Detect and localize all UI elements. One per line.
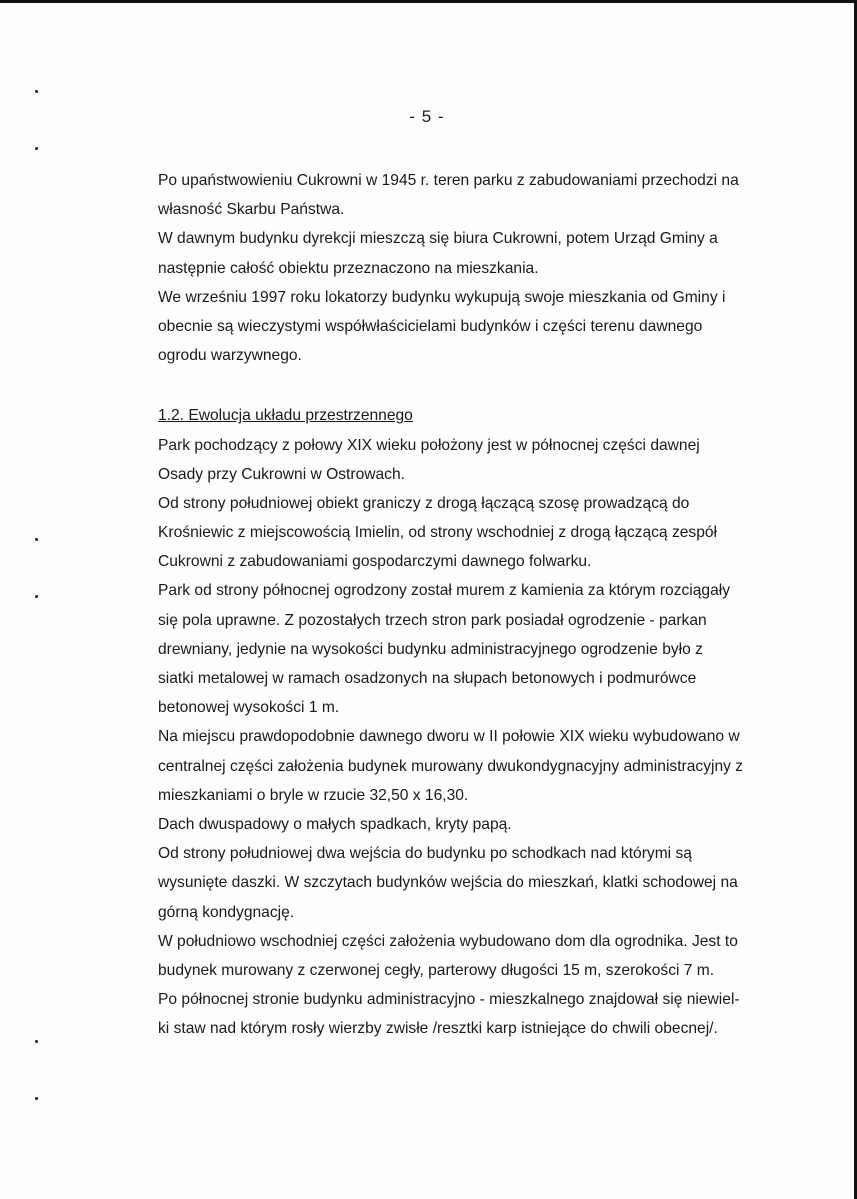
document-body: [158, 166, 818, 1043]
page-number: - 5 -: [409, 107, 445, 126]
paragraph-line: centralnej części założenia budynek murowany dwukondygnacyjny administracyjny z: [158, 757, 744, 775]
paragraph-line: własność Skarbu Państwa.: [158, 201, 345, 219]
paragraph-line: betonowej wysokości 1 m.: [158, 699, 340, 717]
paragraph-line: Park pochodzący z połowy XIX wieku położony jest w północnej części dawnej: [158, 436, 700, 454]
paragraph-line: Cukrowni z zabudowaniami gospodarczymi dawnego folwarku.: [158, 553, 592, 571]
paragraph-line: Od strony południowej dwa wejścia do budynku po schodkach nad którymi są: [158, 845, 692, 863]
paragraph-line: W dawnym budynku dyrekcji mieszczą się biura Cukrowni, potem Urząd Gminy a: [158, 230, 718, 248]
section-paragraphs: [158, 431, 818, 1044]
scan-dot: [35, 90, 38, 93]
paragraph-line: ki staw nad którym rosły wierzby zwisłe /resztki karp istniejące do chwili obecnej/.: [158, 1020, 718, 1038]
paragraph-line: obecnie są wieczystymi współwłaścicielami budynków i części terenu dawnego: [158, 317, 703, 335]
paragraph-line: drewniany, jedynie na wysokości budynku administracyjnego ogrodzenie było z: [158, 640, 703, 658]
paragraph-line: We wrześniu 1997 roku lokatorzy budynku wykupują swoje mieszkania od Gminy i: [158, 288, 726, 306]
section-heading: 1.2. Ewolucja układu przestrzennego: [158, 407, 413, 425]
paragraph-line: górną kondygnację.: [158, 903, 295, 921]
paragraph-line: siatki metalowej w ramach osadzonych na słupach betonowych i podmurówce: [158, 670, 697, 687]
paragraph-line: Osady przy Cukrowni w Ostrowach.: [158, 465, 405, 483]
scan-dot: [35, 538, 38, 541]
section-gap: [158, 370, 818, 401]
paragraph-line: Od strony południowej obiekt graniczy z drogą łączącą szosę prowadzącą do: [158, 494, 690, 512]
paragraph-line: Po upaństwowieniu Cukrowni w 1945 r. teren parku z zabudowaniami przechodzi na: [158, 172, 739, 189]
paragraph-line: się pola uprawne. Z pozostałych trzech stron park posiadał ogrodzenie - parkan: [158, 611, 707, 629]
paragraph-line: ogrodu warzywnego.: [158, 347, 302, 365]
scan-dot: [35, 595, 38, 598]
paragraph-line: Park od strony północnej ogrodzony został murem z kamienia za którym rozciągały: [158, 582, 731, 600]
paragraph-line: Po północnej stronie budynku administracyjno - mieszkalnego znajdował się niewiel-: [158, 991, 740, 1009]
scan-dot: [35, 1040, 38, 1043]
paragraph-line: wysunięte daszki. W szczytach budynków wejścia do mieszkań, klatki schodowej na: [158, 874, 738, 892]
intro-paragraphs: [158, 166, 818, 370]
paragraph-line: W południowo wschodniej części założenia wybudowano dom dla ogrodnika. Jest to: [158, 932, 738, 950]
scan-dot: [35, 147, 38, 150]
paragraph-line: następnie całość obiektu przeznaczono na mieszkania.: [158, 259, 539, 277]
paragraph-line: Krośniewic z miejscowością Imielin, od strony wschodniej z drogą łączącą zespół: [158, 524, 718, 542]
paragraph-line: budynek murowany z czerwonej cegły, parterowy długości 15 m, szerokości 7 m.: [158, 961, 715, 979]
paragraph-line: Na miejscu prawdopodobnie dawnego dworu w II połowie XIX wieku wybudowano w: [158, 728, 740, 746]
paragraph-line: Dach dwuspadowy o małych spadkach, kryty papą.: [158, 815, 512, 833]
scan-dot: [35, 1097, 38, 1100]
paragraph-line: mieszkaniami o bryle w rzucie 32,50 x 16,30.: [158, 786, 469, 804]
